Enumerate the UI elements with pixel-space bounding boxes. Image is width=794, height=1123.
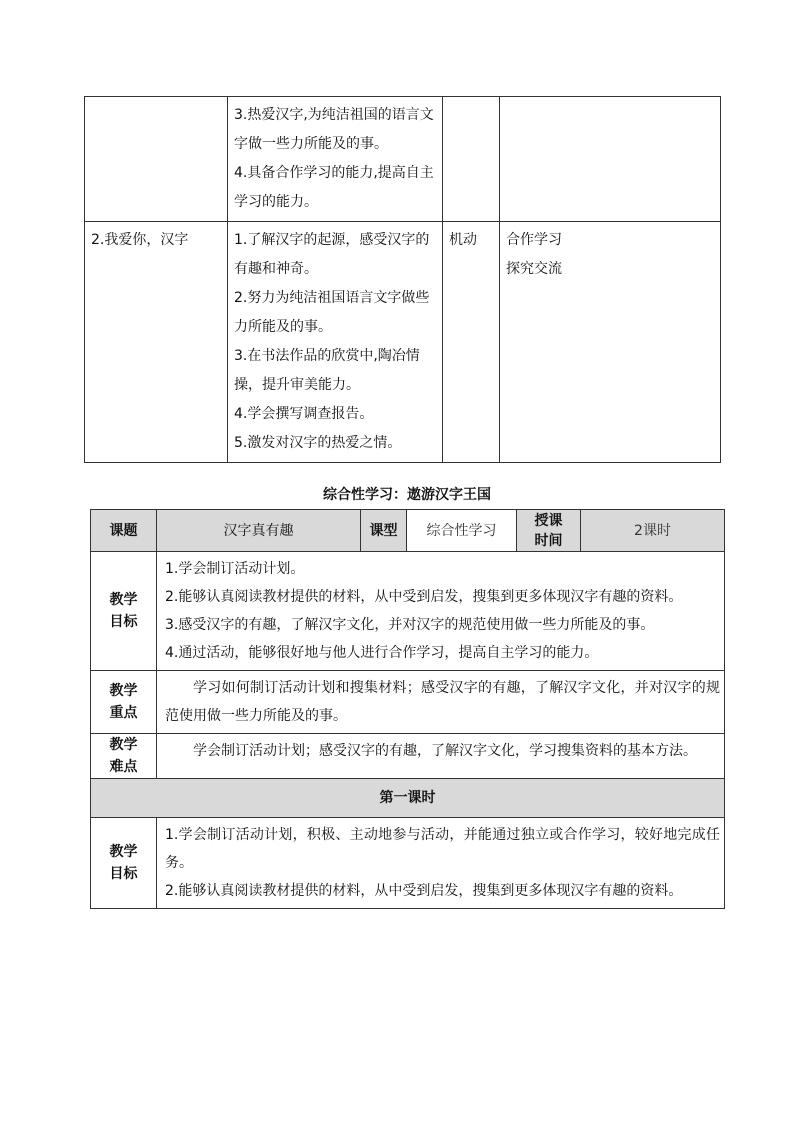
goal-item: 1.学会制订活动计划。 [165, 561, 305, 577]
goal-item: 2.能够认真阅读教材提供的材料，从中受到启发，搜集到更多体现汉字有趣的资料。 [165, 883, 683, 899]
goal-item: 3.在书法作品的欣赏中,陶冶情操，提升审美能力。 [234, 348, 420, 393]
section-title: 综合性学习：遨游汉字王国 [323, 487, 491, 503]
first-goals-content [157, 818, 725, 909]
goal-item: 2.能够认真阅读教材提供的材料，从中受到启发，搜集到更多体现汉字有趣的资料。 [165, 589, 683, 605]
hours-cell: 机动 [443, 222, 500, 463]
first-lesson-heading: 第一课时 [91, 779, 725, 818]
first-goals-label [91, 818, 157, 909]
topic-label: 课题 [91, 510, 157, 552]
goals-cell [228, 97, 443, 222]
goal-item: 1.学会制订活动计划，积极、主动地参与活动，并能通过独立或合作学习，较好地完成任务。 [165, 827, 720, 871]
goal-item: 4.具备合作学习的能力,提高自主学习的能力。 [234, 165, 434, 210]
goal-item: 4.学会撰写调查报告。 [234, 406, 374, 422]
label-line: 目标 [109, 866, 138, 882]
goals-cell [228, 222, 443, 463]
hours-cell [443, 97, 500, 222]
goal-item: 3.热爱汉字,为纯洁祖国的语言文字做一些力所能及的事。 [234, 107, 434, 152]
type-value: 综合性学习 [407, 510, 517, 552]
time-label-line: 授课 [534, 512, 563, 529]
first-lesson-row [91, 779, 725, 818]
table-row [85, 222, 721, 463]
difficulties-row [91, 734, 725, 779]
methods-cell [500, 222, 721, 463]
difficulties-text: 学会制订活动计划；感受汉字的有趣，了解汉字文化，学习搜集资料的基本方法。 [193, 743, 697, 759]
label-line: 教学 [109, 737, 138, 753]
goals-label [91, 552, 157, 671]
header-row [91, 510, 725, 552]
difficulties-content [157, 734, 725, 779]
goal-item: 4.通过活动，能够很好地与他人进行合作学习，提高自主学习的能力。 [165, 645, 599, 661]
continuation-table [84, 96, 721, 463]
goal-item: 1.了解汉字的起源，感受汉字的有趣和神奇。 [234, 232, 430, 277]
difficulties-label [91, 734, 157, 779]
key-points-row [91, 671, 725, 734]
lesson-plan-table [90, 509, 725, 909]
lesson-cell [85, 97, 228, 222]
method-item: 合作学习 [506, 232, 562, 248]
methods-cell [500, 97, 721, 222]
topic-value: 汉字真有趣 [157, 510, 361, 552]
time-label [517, 510, 581, 552]
goal-item: 3.感受汉字的有趣，了解汉字文化，并对汉字的规范使用做一些力所能及的事。 [165, 617, 655, 633]
goal-item: 5.激发对汉字的热爱之情。 [234, 435, 402, 451]
label-line: 重点 [109, 705, 138, 721]
label-line: 教学 [109, 592, 138, 608]
lesson-cell: 2.我爱你，汉字 [85, 222, 228, 463]
table-row [85, 97, 721, 222]
key-points-text: 学习如何制订活动计划和搜集材料；感受汉字的有趣，了解汉字文化，并对汉字的规范使用做一些力所能及的事。 [165, 680, 720, 724]
method-item: 探究交流 [506, 261, 562, 277]
goal-item: 2.努力为纯洁祖国语言文字做些力所能及的事。 [234, 290, 430, 335]
first-goals-row [91, 818, 725, 909]
key-points-label [91, 671, 157, 734]
type-label: 课型 [361, 510, 407, 552]
key-points-content [157, 671, 725, 734]
goals-content [157, 552, 725, 671]
goals-row [91, 552, 725, 671]
time-label-line: 时间 [534, 532, 563, 549]
label-line: 难点 [109, 759, 138, 775]
label-line: 教学 [109, 683, 138, 699]
label-line: 目标 [109, 614, 138, 630]
time-value: 2课时 [581, 510, 725, 552]
label-line: 教学 [109, 844, 138, 860]
